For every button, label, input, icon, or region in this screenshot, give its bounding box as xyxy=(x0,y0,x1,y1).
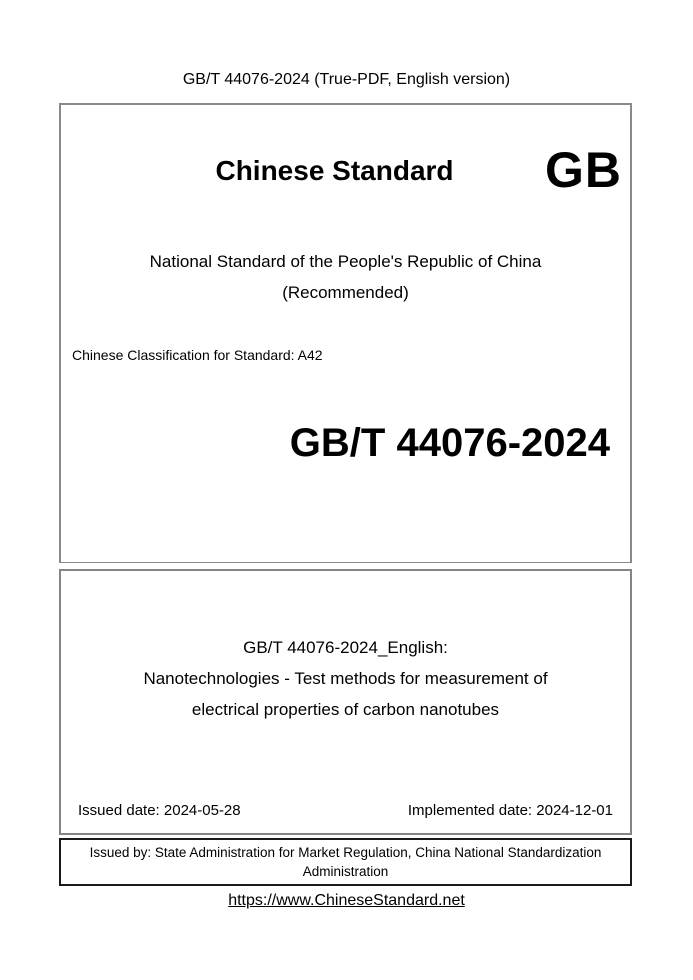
standard-title-line3: electrical properties of carbon nanotubes xyxy=(191,700,500,719)
implemented-date: Implemented date: 2024-12-01 xyxy=(407,802,613,819)
standard-title-block xyxy=(61,632,630,725)
standard-number: GB/T 44076-2024 xyxy=(289,421,610,465)
standard-title-line2: Nanotechnologies - Test methods for measurement of xyxy=(143,669,548,688)
title-box xyxy=(59,569,632,835)
footer xyxy=(0,890,693,912)
header-note: GB/T 44076-2024 (True-PDF, English version) xyxy=(182,71,511,88)
issued-date: Issued date: 2024-05-28 xyxy=(78,802,241,819)
website-link[interactable]: https://www.ChineseStandard.net xyxy=(228,892,465,909)
issuer-line2: Administration xyxy=(302,864,389,879)
issuer-box xyxy=(59,838,632,886)
cover-box xyxy=(59,103,632,563)
dates-row xyxy=(78,801,613,821)
issuer-line1: Issued by: State Administration for Market Regulation, China National Standardization xyxy=(89,845,602,860)
standard-title-line1: GB/T 44076-2024_English: xyxy=(243,638,448,657)
national-standard-line: National Standard of the People's Republic of China xyxy=(149,252,542,271)
classification-line: Chinese Classification for Standard: A42 xyxy=(72,347,323,363)
national-standard-block xyxy=(61,246,630,308)
brand-title: Chinese Standard xyxy=(215,155,454,186)
recommended-line: (Recommended) xyxy=(282,283,409,302)
gb-logo: GB xyxy=(545,142,622,198)
